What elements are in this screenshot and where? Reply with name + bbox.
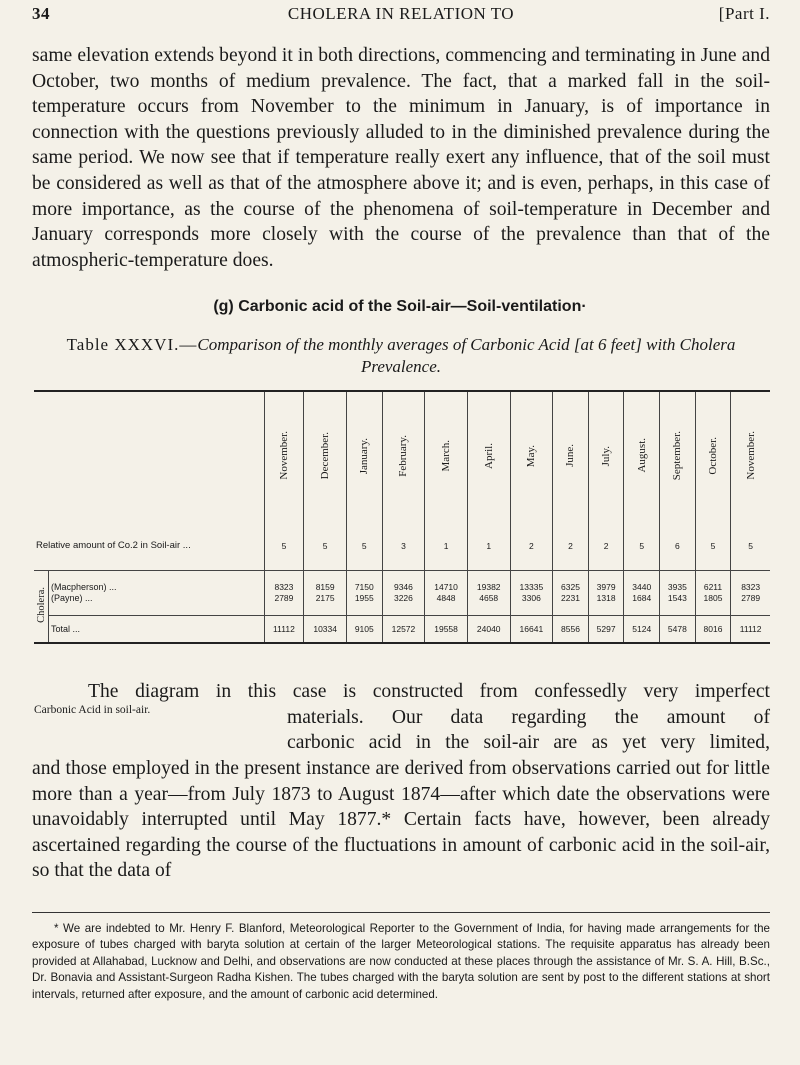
table-cell: 6 <box>660 521 696 570</box>
table-cell: 2 <box>588 521 624 570</box>
table-cell: 1 <box>467 521 510 570</box>
month-header: October. <box>695 391 731 521</box>
co2-cholera-table <box>34 390 770 644</box>
table-cell: 9346 3226 <box>382 570 425 615</box>
table-cell: 14710 4848 <box>425 570 468 615</box>
table-cell: 3979 1318 <box>588 570 624 615</box>
table-cell: 11112 <box>731 615 770 643</box>
running-title: CHOLERA IN RELATION TO <box>287 4 515 23</box>
table-caption <box>32 334 770 378</box>
paragraph-2-body: and those employed in the present instance are derived from observations carried out for little more than a year—from July 1873 to August 1874—after which date the observations were unavoidably interrupted until May 1877.* Certain facts have, however, been already ascertained regarding the course of the fluctuations in amount of carbonic acid in the soil-air, so that the data of <box>32 758 770 882</box>
section-title: (g) Carbonic acid of the Soil-air—Soil-ventilation· <box>213 298 587 315</box>
table-cell: 5297 <box>588 615 624 643</box>
table-cell: 11112 <box>264 615 304 643</box>
caption-text-a: Comparison of the monthly averages of Carbonic Acid <box>197 335 574 354</box>
footnote-divider <box>32 912 770 913</box>
table-cell: 2 <box>553 521 589 570</box>
month-header: November. <box>731 391 770 521</box>
table-cell: 5 <box>731 521 770 570</box>
paragraph-2-line-3: carbonic acid in the soil-air are as yet very limited, <box>287 732 770 754</box>
table-cell: 6325 2231 <box>553 570 589 615</box>
table-cell: 19558 <box>425 615 468 643</box>
month-header: June. <box>553 391 589 521</box>
table-cell: 9105 <box>346 615 382 643</box>
corner-cell <box>34 391 264 521</box>
table-cell: 12572 <box>382 615 425 643</box>
table-label: Table XXXVI.— <box>66 335 198 354</box>
month-header: May. <box>510 391 553 521</box>
margin-note: Carbonic Acid in soil-air. <box>34 704 151 716</box>
paragraph-2-line-1: The diagram in this case is constructed from confessedly very imperfect <box>88 681 770 702</box>
table-cell: 10334 <box>304 615 347 643</box>
table-cell: 1 <box>425 521 468 570</box>
table-cell: 8323 2789 <box>264 570 304 615</box>
table-cell: 8556 <box>553 615 589 643</box>
table-cell: 24040 <box>467 615 510 643</box>
table-cell: 5 <box>346 521 382 570</box>
month-header: November. <box>264 391 304 521</box>
source-labels: (Macpherson) ... (Payne) ... <box>49 570 265 615</box>
table-cell: 2 <box>510 521 553 570</box>
month-header: August. <box>624 391 660 521</box>
table-cell: 8159 2175 <box>304 570 347 615</box>
month-header: January. <box>346 391 382 521</box>
table-cell: 13335 3306 <box>510 570 553 615</box>
table-cell: 5 <box>304 521 347 570</box>
paragraph-2-opening <box>32 679 770 756</box>
paragraph-1: same elevation extends beyond it in both directions, commencing and terminating in June and October, two months of medium prevalence. The fact, that a marked fall in the soil-temperature occurs from November to the minimum in January, is of importance in connection with the questions previously alluded to in the diminished prevalence during the same period. We now see that if temperature really exert any influence, that of the soil must be considered as well as that of the atmosphere above it; and is even, perhaps, in this case of more importance, as the course of the phenomena of soil-temperature in December and January corresponds more closely with the course of the prevalence than that of the atmospheric-temperature does. <box>32 45 770 271</box>
part-label: [Part I. <box>718 4 770 23</box>
month-header: February. <box>382 391 425 521</box>
relative-amount-row <box>34 521 770 570</box>
running-header <box>32 4 770 30</box>
table-cell: 5 <box>624 521 660 570</box>
month-header: July. <box>588 391 624 521</box>
total-row <box>34 615 770 643</box>
table-cell: 16641 <box>510 615 553 643</box>
footnote: * We are indebted to Mr. Henry F. Blanford, Meteorological Reporter to the Government of India, for having made arrangements for the exposure of tubes charged with baryta solution at certain of the larger Meteorological stations. The requisite apparatus has already been provided at Allahabad, Lucknow and Delhi, and observations are now conducted at these places through the assistance of Mr. S. A. Hill, B.Sc., Dr. Bonavia and Assistant-Surgeon Radha Kishen. The tubes charged with the baryta solution are sent by post to the different stations at short intervals, returned after exposure, and the amount of carbonic acid determined. <box>32 922 770 1001</box>
month-header: December. <box>304 391 347 521</box>
relative-amount-label: Relative amount of Co.2 in Soil-air ... <box>34 521 264 570</box>
month-header-row <box>34 391 770 521</box>
table-cell: 5 <box>695 521 731 570</box>
cholera-label: Cholera. <box>35 586 47 623</box>
table-container <box>34 390 770 644</box>
month-header: March. <box>425 391 468 521</box>
month-header: September. <box>660 391 696 521</box>
table-cell: 8016 <box>695 615 731 643</box>
caption-text-b: with Cholera Prevalence. <box>360 335 736 376</box>
table-cell: 5478 <box>660 615 696 643</box>
total-label: Total ... <box>51 623 81 634</box>
table-cell: 3935 1543 <box>660 570 696 615</box>
table-cell: 3 <box>382 521 425 570</box>
table-cell: 5124 <box>624 615 660 643</box>
cholera-sources-row <box>34 570 770 615</box>
month-header: April. <box>467 391 510 521</box>
table-cell: 7150 1955 <box>346 570 382 615</box>
table-cell: 5 <box>264 521 304 570</box>
page-number: 34 <box>32 4 50 23</box>
table-cell: 8323 2789 <box>731 570 770 615</box>
cholera-label-cell <box>34 570 49 643</box>
caption-bracket: [at 6 feet] <box>573 335 642 354</box>
table-cell: 6211 1805 <box>695 570 731 615</box>
table-cell: 3440 1684 <box>624 570 660 615</box>
table-cell: 19382 4658 <box>467 570 510 615</box>
paragraph-2-line-2: materials. Our data regarding the amount of <box>287 706 770 728</box>
